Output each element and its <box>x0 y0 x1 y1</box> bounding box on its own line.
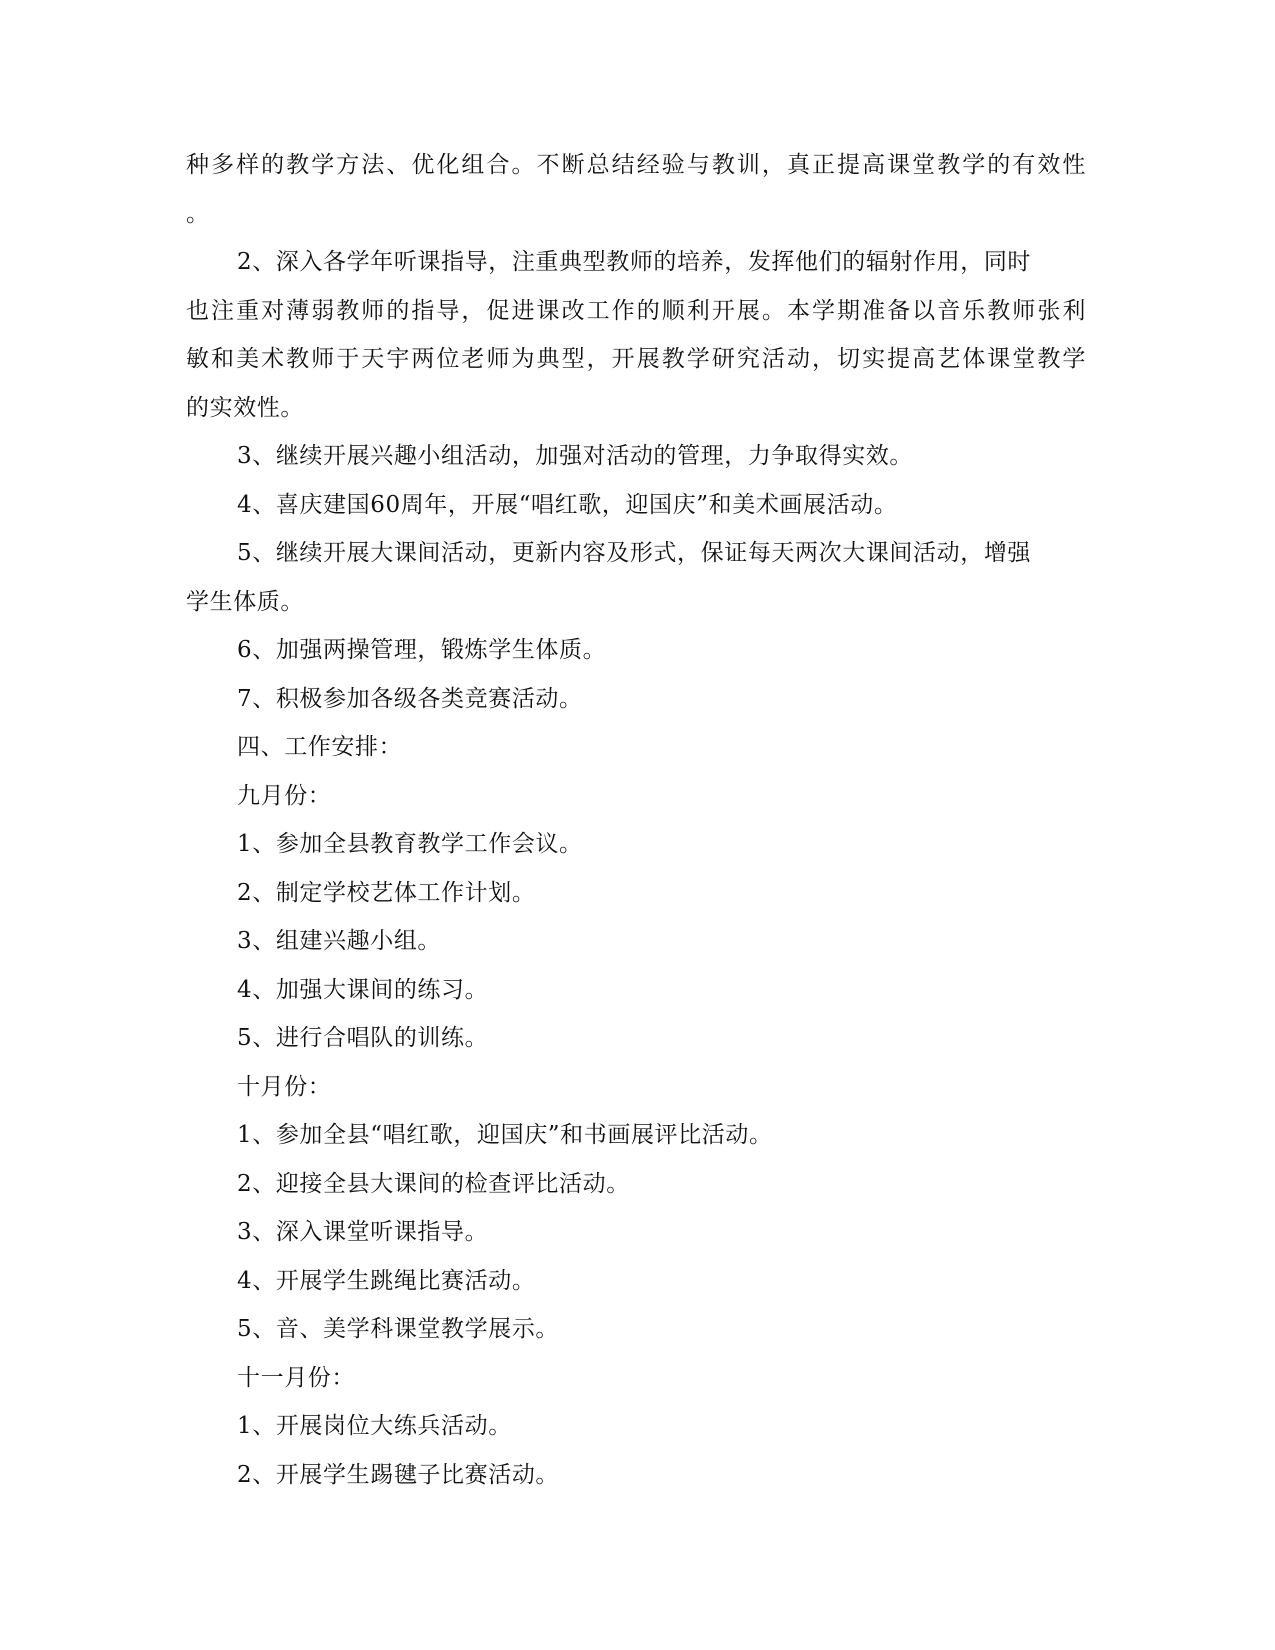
document-body <box>186 141 1086 1499</box>
paragraph-line: 7、积极参加各级各类竞赛活动。 <box>237 685 583 712</box>
list-item: 3、深入课堂听课指导。 <box>237 1219 489 1245</box>
list-item: 3、组建兴趣小组。 <box>237 928 442 954</box>
paragraph-line: 4、喜庆建国60周年，开展“唱红歌，迎国庆”和美术画展活动。 <box>237 491 898 518</box>
list-item: 4、开展学生跳绳比赛活动。 <box>237 1267 536 1294</box>
month-heading: 十一月份： <box>237 1364 355 1391</box>
section-heading: 四、工作安排： <box>237 734 403 760</box>
paragraph-line: 敏和美术教师于天宇两位老师为典型，开展教学研究活动，切实提高艺体课堂教学 <box>186 346 1086 372</box>
paragraph-line: 也注重对薄弱教师的指导，促进课改工作的顺利开展。本学期准备以音乐教师张利 <box>186 297 1086 324</box>
month-heading: 九月份： <box>237 782 332 809</box>
list-item: 5、音、美学科课堂教学展示。 <box>237 1316 560 1342</box>
list-item: 1、参加全县教育教学工作会议。 <box>237 831 583 857</box>
paragraph-line: 学生体质。 <box>186 588 304 615</box>
paragraph-line: 3、继续开展兴趣小组活动，加强对活动的管理，力争取得实效。 <box>237 443 914 469</box>
list-item: 4、加强大课间的练习。 <box>237 976 489 1003</box>
list-item: 2、迎接全县大课间的检查评比活动。 <box>237 1170 630 1197</box>
paragraph-line: 的实效性。 <box>186 394 304 421</box>
list-item: 1、开展岗位大练兵活动。 <box>237 1413 512 1439</box>
list-item: 1、参加全县“唱红歌，迎国庆”和书画展评比活动。 <box>237 1122 773 1148</box>
month-heading: 十月份： <box>237 1073 332 1100</box>
paragraph-line: 种多样的教学方法、优化组合。不断总结经验与教训，真正提高课堂教学的有效性 <box>186 152 1086 178</box>
list-item: 5、进行合唱队的训练。 <box>237 1025 489 1051</box>
paragraph-line: 5、继续开展大课间活动，更新内容及形式，保证每天两次大课间活动，增强 <box>237 540 1032 566</box>
paragraph-line: 2、深入各学年听课指导，注重典型教师的培养，发挥他们的辐射作用，同时 <box>237 249 1032 275</box>
list-item: 2、制定学校艺体工作计划。 <box>237 879 536 906</box>
list-item: 2、开展学生踢毽子比赛活动。 <box>237 1461 560 1488</box>
paragraph-line: 。 <box>186 200 210 227</box>
paragraph-line: 6、加强两操管理，锻炼学生体质。 <box>237 637 607 663</box>
